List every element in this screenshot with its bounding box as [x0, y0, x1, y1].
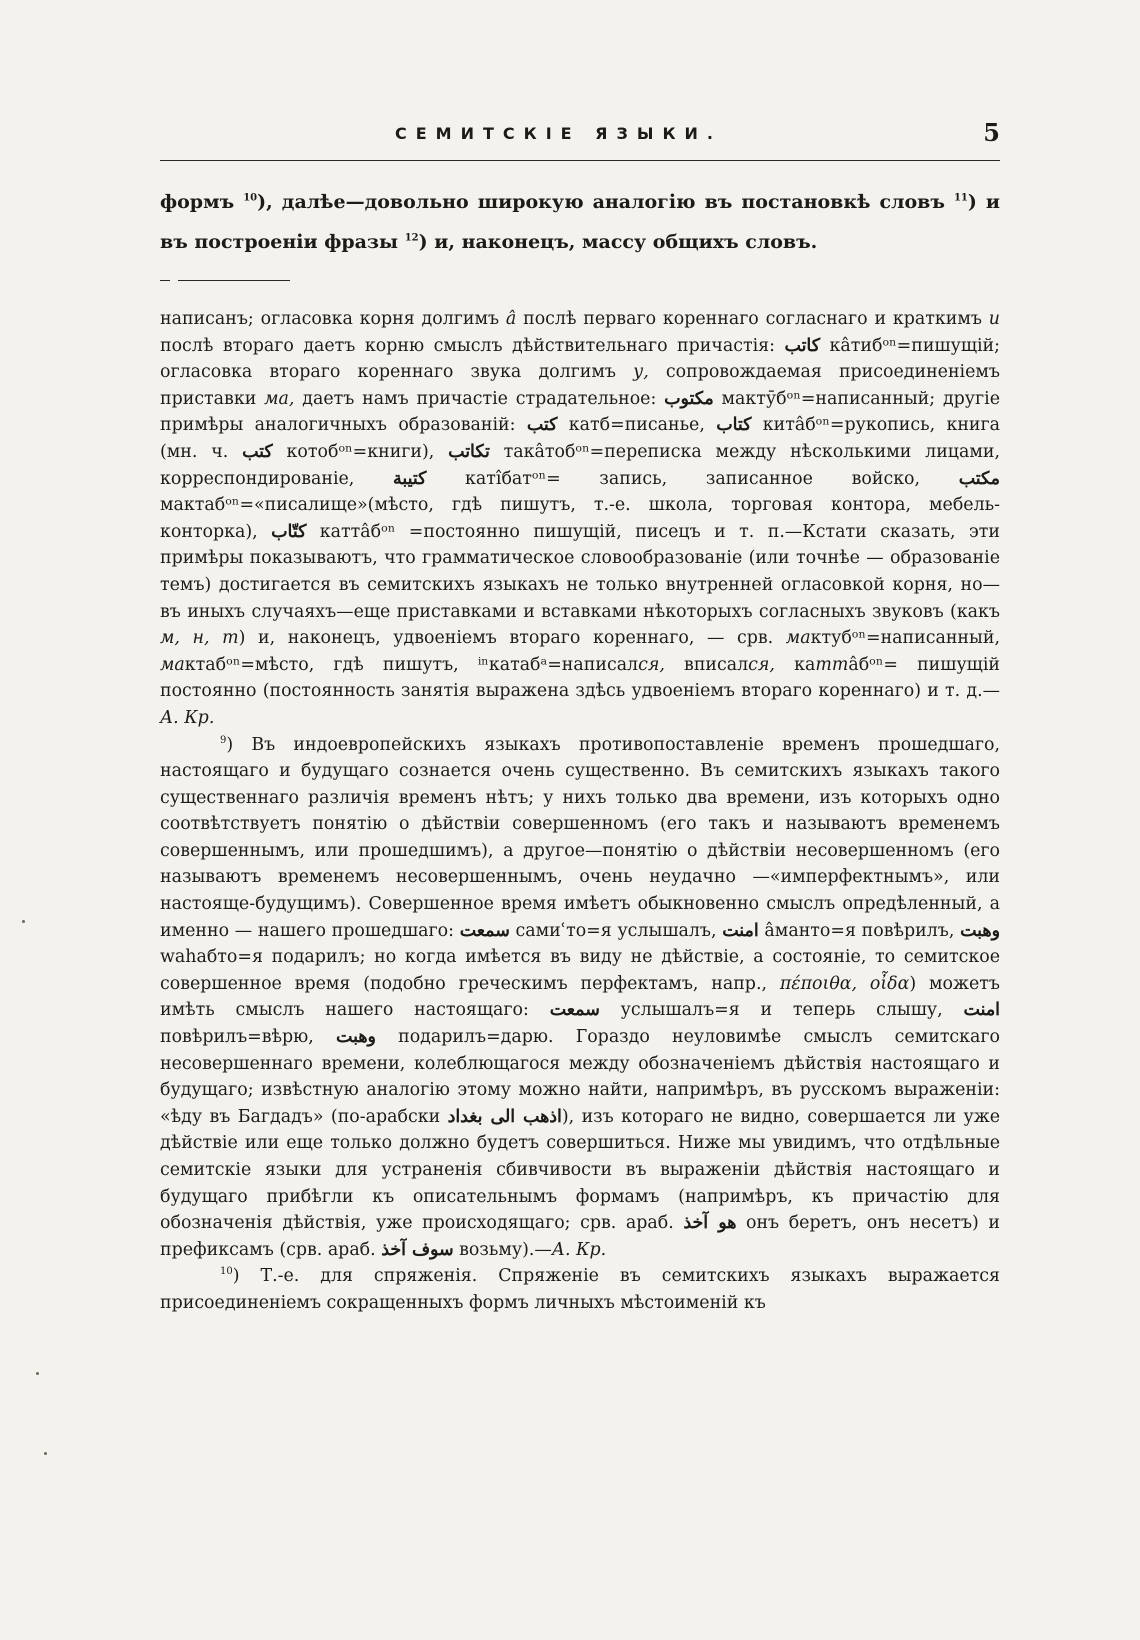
text-run: ), далѣе—довольно широкую аналогію въ постановкѣ словъ: [257, 191, 954, 213]
text-run: даетъ намъ причастіе страдательное:: [294, 388, 665, 409]
scan-speck: [22, 920, 25, 923]
text-run: послѣ втораго даетъ корню смыслъ дѣйствительнаго причастія:: [160, 335, 785, 356]
text-run: âбᵒⁿ= пишущій постоянно (постоянность занятія выражена здѣсь удвоеніемъ втораго кореннаго) и т. д.—: [160, 654, 1000, 702]
main-text: [160, 182, 1000, 262]
text-run: ) Т.-е. для спряженія. Спряженіе въ семитскихъ языкахъ выражается присоединеніемъ сокращенныхъ формъ личныхъ мѣстоименій къ: [160, 1266, 1000, 1313]
text-run: формъ: [160, 191, 244, 213]
text-run: такâтобᵒⁿ=переписка между нѣсколькими лицами, корреспондированіе,: [160, 441, 1000, 489]
text-run: катб=писанье,: [557, 415, 717, 436]
italic-run: ма,: [264, 388, 295, 409]
arabic-word: كاتب: [784, 335, 821, 356]
text-run: самиʿто=я услышалъ,: [509, 920, 723, 941]
arabic-word: كتّاب: [271, 521, 307, 542]
text-run: ), изъ котораго не видно, совершается ли уже дѣйствіе или еще только должно будетъ совершиться. Ниже мы увидимъ, что отдѣльные семитскіе языки для устраненія сбивчивости въ выраженіи дѣйствія настоящаго и будущаго прибѣгли къ описательнымъ формамъ (напримѣръ, къ причастію для обозначенія дѣйствія, уже происходящаго; срв. араб.: [160, 1106, 1000, 1234]
arabic-word: وهبت: [336, 1027, 376, 1048]
header-rule: [160, 160, 1000, 161]
italic-run: ма: [785, 628, 811, 649]
arabic-word: مكتوب: [664, 388, 714, 409]
arabic-word: سمعت: [549, 1000, 600, 1021]
arabic-word: كتب: [526, 415, 558, 436]
text-run: китâбᵒⁿ=рукопись, книга (мн. ч.: [160, 415, 1000, 462]
text-run: каттâбᵒⁿ =постоянно пишущій, писецъ и т. п.—Кстати сказать, эти примѣры показываютъ, что грамматическое словообразованіе (или точнѣе — образованіе темъ) достигается въ семитскихъ языкахъ не только внутренней огласовкой корня, но—въ иныхъ случаяхъ—еще приставками и вставками нѣкоторыхъ согласныхъ звуковъ (какъ: [160, 521, 1000, 622]
italic-run: тт: [815, 654, 849, 675]
text-run: послѣ перваго кореннаго согласнаго и краткимъ: [516, 309, 989, 329]
arabic-phrase: هو آخذ: [683, 1213, 737, 1234]
running-title: СЕМИТСКІЕ ЯЗЫКИ.: [395, 124, 722, 143]
text-run: подарилъ=дарю. Гораздо неуловимѣе смыслъ семитскаго несовершеннаго времени, колеблющагося между обозначеніемъ дѣйствія настоящаго и будущаго; извѣстную аналогію этому можно найти, напримѣръ, въ русскомъ выраженіи: «ѣду въ Багдадъ» (по-арабски: [160, 1027, 1000, 1127]
arabic-word: سمعت: [459, 920, 510, 941]
text-run: ктабᵒⁿ=мѣсто, гдѣ пишутъ,: [184, 654, 478, 675]
text-run: wahабто=я подарилъ; но когда имѣется въ виду не дѣйствіе, а состояніе, то семитское совершенное время (подобно греческимъ перфектамъ, напр.,: [160, 947, 1000, 994]
text-run: ⁱⁿкатабᵃ=написал: [477, 654, 639, 675]
text-run: âманто=я повѣрилъ,: [758, 920, 961, 941]
footnote-rule-dash: [160, 280, 170, 281]
text-run: ) Въ индоевропейскихъ языкахъ противопоставленіе временъ прошедшаго, настоящаго и будущаго сознается очень существенно. Въ семитскихъ языкахъ такого существеннаго различія временъ нѣтъ; у нихъ только два времени, изъ которыхъ одно соотвѣтствуетъ понятію о дѣйствіи совершенномъ (его такъ и называютъ временемъ совершеннымъ, или прошедшимъ), а другое—понятію о дѣйствіи несовершенномъ (его называютъ временемъ несовершеннымъ, очень неудачно —«имперфектнымъ», или настояще-будущимъ). Совершенное время имѣетъ обыкновенно смыслъ опредѣленный, а именно — нашего прошедшаго:: [160, 734, 1000, 941]
footnote-ref: 12: [404, 232, 419, 244]
text-run: вписал: [664, 654, 749, 675]
scan-speck: [44, 1452, 47, 1455]
arabic-phrase: اذهب الى بغداد: [447, 1106, 562, 1127]
italic-run: у,: [633, 362, 649, 383]
text-run: ка: [774, 654, 816, 675]
arabic-word: كتيبة: [393, 468, 427, 489]
page-number: 5: [983, 118, 1000, 147]
text-run: катîбатᵒⁿ= запись, записанное войско,: [426, 468, 959, 489]
text-run: котобᵒⁿ=книги),: [272, 441, 449, 462]
arabic-word: وهبت: [960, 920, 1000, 941]
text-run: онъ беретъ, онъ несетъ) и префиксамъ (срв. араб.: [160, 1213, 1001, 1260]
text-run: ) и, наконецъ, массу общихъ словъ.: [418, 231, 818, 253]
footnote-marker: 10: [220, 1266, 233, 1278]
text-run: услышалъ=я и теперь слышу,: [599, 1000, 964, 1021]
text-run: ) можетъ имѣть смыслъ нашего настоящаго:: [160, 973, 1000, 1021]
arabic-word: كتاب: [716, 415, 752, 436]
text-run: кâтибᵒⁿ=пишущій; огласовка втораго кореннаго звука долгимъ: [160, 335, 1000, 383]
author-initials: А. Кр.: [160, 707, 215, 728]
italic-run: ся,: [638, 654, 665, 675]
footnote-marker: 9: [220, 734, 227, 746]
arabic-word: كتب: [242, 441, 273, 462]
scan-speck: [36, 1372, 39, 1375]
greek-words: πέποιθα, οἶδα: [779, 973, 910, 994]
text-run: ) и въ построеніи фразы: [160, 191, 1000, 253]
text-run: мактӯбᵒⁿ=написанный; другіе примѣры аналогичныхъ образованій:: [160, 388, 1000, 436]
italic-run: â: [505, 309, 517, 329]
footnote-8-continued: [160, 306, 1000, 732]
footnote-ref: 10: [243, 192, 258, 204]
arabic-word: امنت: [963, 1000, 1000, 1021]
footnotes: [160, 306, 1000, 1317]
footnote-ref: 11: [953, 192, 968, 204]
text-run: повѣрилъ=вѣрю,: [160, 1027, 337, 1048]
running-head: [160, 118, 1000, 158]
text-run: ктубᵒⁿ=написанный,: [810, 628, 1000, 649]
footnote-rule: [178, 280, 290, 281]
italic-run: ся,: [748, 654, 775, 675]
arabic-word: تكاتب: [448, 441, 490, 462]
arabic-word: مكتب: [958, 468, 1000, 489]
italic-run: ма: [160, 654, 185, 675]
arabic-phrase: سوف آخذ: [381, 1239, 454, 1260]
italic-run: и: [988, 309, 1000, 329]
text-run: мактабᵒⁿ=«писалище»(мѣсто, гдѣ пишутъ, т.-е. школа, торговая контора, мебель-конторка),: [160, 495, 1000, 542]
text-run: написанъ; огласовка корня долгимъ: [160, 309, 506, 329]
arabic-word: امنت: [722, 920, 759, 941]
footnote-9: [160, 732, 1000, 1264]
author-initials: А. Кр.: [551, 1239, 607, 1260]
footnote-10: [160, 1263, 1000, 1316]
text-run: сопровождаемая присоединеніемъ приставки: [160, 362, 1000, 409]
text-run: ) и, наконецъ, удвоеніемъ втораго кореннаго, — срв.: [238, 628, 786, 649]
text-run: возьму).—: [453, 1239, 552, 1260]
italic-run: м, н, т: [160, 628, 239, 649]
